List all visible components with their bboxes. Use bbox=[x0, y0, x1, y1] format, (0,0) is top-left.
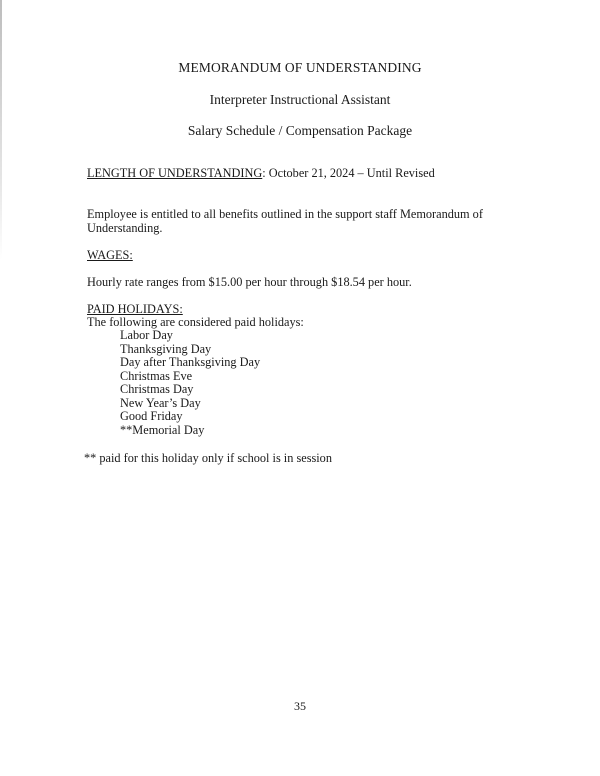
length-of-understanding bbox=[87, 166, 435, 180]
length-value: October 21, 2024 – Until Revised bbox=[265, 166, 435, 180]
holiday-item: **Memorial Day bbox=[120, 422, 205, 437]
paid-holidays-intro: The following are considered paid holidays: bbox=[87, 315, 304, 329]
holiday-footnote: ** paid for this holiday only if school is in session bbox=[84, 451, 332, 465]
page-number: 35 bbox=[294, 699, 306, 713]
benefits-paragraph: Employee is entitled to all benefits outlined in the support staff Memorandum of Understanding. bbox=[87, 207, 483, 235]
holiday-item: Good Friday bbox=[120, 409, 183, 423]
holiday-item: Christmas Day bbox=[120, 382, 194, 396]
holiday-item: New Year’s Day bbox=[120, 395, 201, 410]
schedule-title: Salary Schedule / Compensation Package bbox=[187, 123, 413, 138]
holiday-item: Thanksgiving Day bbox=[120, 341, 212, 356]
wages-text: Hourly rate ranges from $15.00 per hour through $18.54 per hour. bbox=[87, 275, 412, 289]
position-title: Interpreter Instructional Assistant bbox=[209, 92, 391, 107]
holiday-item: Christmas Eve bbox=[120, 368, 193, 383]
wages-heading: WAGES: bbox=[87, 248, 133, 262]
holiday-list bbox=[120, 329, 260, 437]
holiday-item: Labor Day bbox=[120, 328, 173, 342]
holiday-item: Day after Thanksgiving Day bbox=[120, 355, 261, 369]
paid-holidays-heading: PAID HOLIDAYS: bbox=[87, 302, 183, 316]
page-title: MEMORANDUM OF UNDERSTANDING bbox=[178, 60, 422, 75]
length-separator: : bbox=[262, 166, 266, 180]
length-label: LENGTH OF UNDERSTANDING bbox=[87, 166, 263, 180]
